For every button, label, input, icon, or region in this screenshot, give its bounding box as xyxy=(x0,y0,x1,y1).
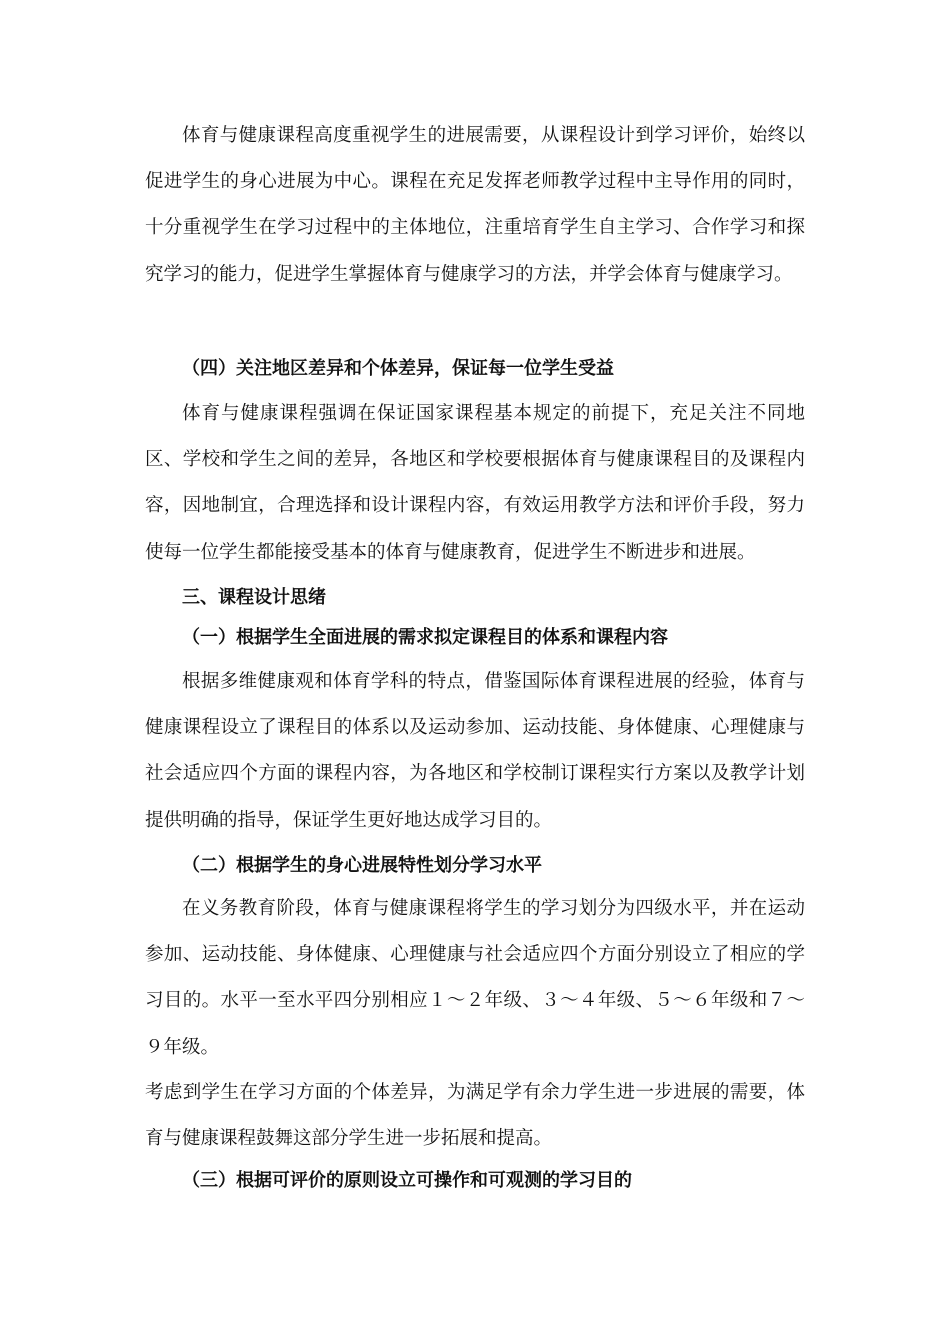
section-heading: 三、课程设计思绪 xyxy=(182,587,326,608)
subsection-heading: （三）根据可评价的原则设立可操作和可观测的学习目的 xyxy=(182,1170,632,1191)
body-paragraph: 体育与健康课程高度重视学生的进展需要，从课程设计到学习评价，始终以促进学生的身心进展为中心。课程在充足发挥老师教学过程中主导作用的同时，十分重视学生在学习过程中的主体地位，注重培育学生自主学习、合作学习和探究学习的能力，促进学生掌握体育与健康学习的方法，并学会体育与健康学习。 xyxy=(145,125,805,285)
body-paragraph: 体育与健康课程强调在保证国家课程基本规定的前提下，充足关注不同地区、学校和学生之间的差异，各地区和学校要根据体育与健康课程目的及课程内容，因地制宜，合理选择和设计课程内容，有效运用教学方法和评价手段，努力使每一位学生都能接受基本的体育与健康教育，促进学生不断进步和进展。 xyxy=(145,403,805,563)
subsection-heading: （二）根据学生的身心进展特性划分学习水平 xyxy=(182,855,542,876)
body-paragraph: 根据多维健康观和体育学科的特点，借鉴国际体育课程进展的经验，体育与健康课程设立了课程目的体系以及运动参加、运动技能、身体健康、心理健康与社会适应四个方面的课程内容，为各地区和学校制订课程实行方案以及教学计划提供明确的指导，保证学生更好地达成学习目的。 xyxy=(145,671,805,831)
body-paragraph: 在义务教育阶段，体育与健康课程将学生的学习划分为四级水平，并在运动参加、运动技能、身体健康、心理健康与社会适应四个方面分别设立了相应的学习目的。水平一至水平四分别相应１～２年级、３～４年级、５～６年级和７～９年级。 xyxy=(145,898,805,1058)
subsection-heading: （一）根据学生全面进展的需求拟定课程目的体系和课程内容 xyxy=(182,627,668,648)
subsection-heading: （四）关注地区差异和个体差异，保证每一位学生受益 xyxy=(182,358,614,379)
body-paragraph: 考虑到学生在学习方面的个体差异，为满足学有余力学生进一步进展的需要，体育与健康课程鼓舞这部分学生进一步拓展和提高。 xyxy=(145,1082,805,1150)
